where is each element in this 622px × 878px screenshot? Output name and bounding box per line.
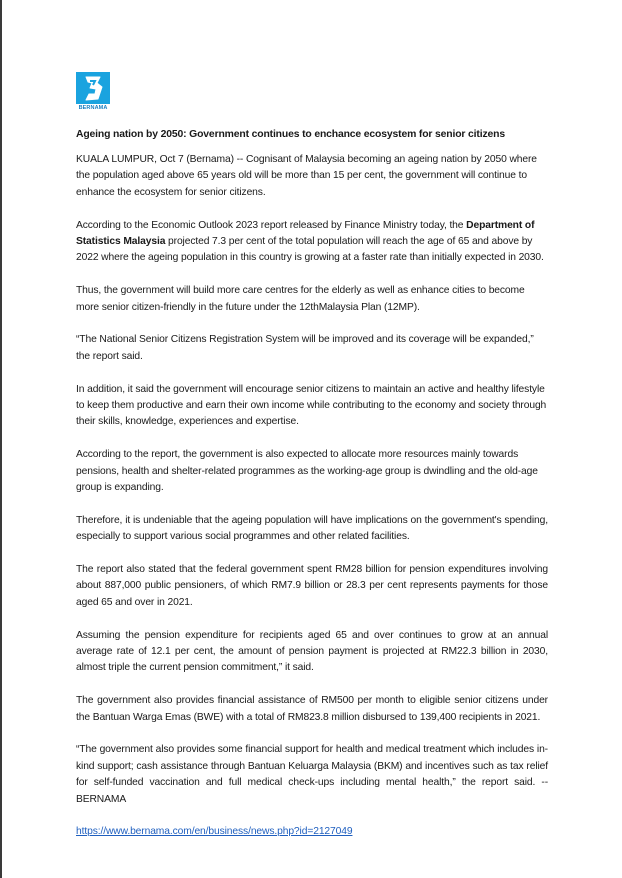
organization-name: Department of Statistics Malaysia (76, 219, 535, 248)
article-paragraph: “The National Senior Citizens Registration System will be improved and its coverage will be expanded,” the report said. (76, 334, 534, 362)
source-link-line (76, 824, 548, 840)
article-headline: Ageing nation by 2050: Government continues to enchance ecosystem for senior citizens (76, 129, 505, 140)
logo-wordmark: BERNAMA (78, 105, 108, 111)
page-left-border (0, 0, 2, 878)
article-paragraph (76, 218, 548, 267)
paragraph-text: According to the Economic Outlook 2023 report released by Finance Ministry today, the (76, 219, 467, 231)
article-paragraph: In addition, it said the government will encourage senior citizens to maintain an active and healthy lifestyle to keep them productive and earn their own income while contributing to the economy and society through their skills, knowledge, experiences and expertise. (76, 383, 547, 428)
article-paragraph: Thus, the government will build more care centres for the elderly as well as enhance cities to become more senior citizen-friendly in the future under the 12thMalaysia Plan (12MP). (76, 285, 525, 313)
article-paragraph: Therefore, it is undeniable that the ageing population will have implications on the government's spending, especially to support various social programmes and other related facilities. (76, 514, 548, 543)
article-paragraph: According to the report, the government is also expected to allocate more resources mainly towards pensions, health and shelter-related programmes as the working-age group is dwindling and the old-age group is expanding. (76, 449, 538, 494)
article-paragraph: “The government also provides some financial support for health and medical treatment which includes in-kind support; cash assistance through Bantuan Keluarga Malaysia (BKM) and incentives such as tax relief for self-funded vaccination and full medical check-ups including mental health,” the report said. -- BERNAMA (76, 744, 548, 805)
source-link[interactable]: https://www.bernama.com/en/business/news.php?id=2127049 (76, 826, 353, 838)
article-paragraph: The report also stated that the federal government spent RM28 billion for pension expenditures involving about 887,000 public pensioners, of which RM7.9 billion or 28.3 per cent represents payments for those aged 65 and over in 2021. (76, 564, 548, 608)
article-paragraph: KUALA LUMPUR, Oct 7 (Bernama) -- Cognisant of Malaysia becoming an ageing nation by 2050 where the population aged above 65 years old will be more than 15 per cent, the government will continue to enhance the ecosystem for senior citizens. (76, 154, 537, 198)
article-paragraph: The government also provides financial assistance of RM500 per month to eligible senior citizens under the Bantuan Warga Emas (BWE) with a total of RM823.8 million disbursed to 139,400 recipients in 2021. (76, 695, 548, 723)
bernama-logo (76, 72, 110, 112)
paragraph-text: projected 7.3 per cent of the total population will reach the age of 65 and above by 2022 where the ageing population in this country is growing at a faster rate than initially expected in 2030. (76, 236, 544, 264)
article-paragraph: Assuming the pension expenditure for recipients aged 65 and over continues to grow at an annual average rate of 12.1 per cent, the amount of pension payment is projected at RM22.3 billion in 2030, almost triple the current pension commitment,” it said. (76, 629, 548, 674)
bernama-logo-icon (76, 72, 110, 104)
document-page (76, 72, 548, 841)
